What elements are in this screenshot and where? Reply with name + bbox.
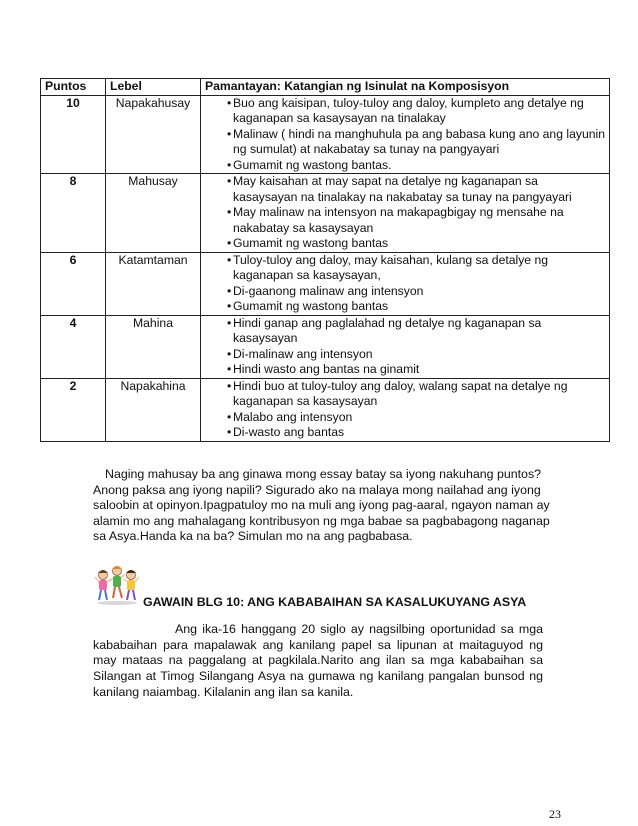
row-criteria bbox=[201, 315, 610, 378]
header-criteria: Pamantayan: Katangian ng Isinulat na Komposisyon bbox=[201, 79, 610, 96]
row-level: Mahusay bbox=[106, 174, 201, 253]
rubric-row bbox=[41, 174, 610, 253]
bullet-icon: • bbox=[227, 346, 232, 361]
criteria-item bbox=[205, 299, 605, 315]
row-criteria bbox=[201, 378, 610, 441]
row-criteria bbox=[201, 252, 610, 315]
bullet-icon: • bbox=[227, 299, 232, 313]
activity-title: GAWAIN BLG 10: ANG KABABAIHAN SA KASALUKUYANG ASYA bbox=[143, 595, 527, 609]
row-points: 6 bbox=[41, 252, 106, 315]
children-clipart-icon bbox=[94, 562, 140, 606]
bullet-icon: • bbox=[227, 126, 232, 141]
criteria-text: May kaisahan at may sapat na detalye ng kaganapan sa kasaysayan na tinalakay na nakabatay sa tunay na pangyayari bbox=[233, 174, 572, 204]
row-points: 4 bbox=[41, 315, 106, 378]
criteria-text: Tuloy-tuloy ang daloy, may kaisahan, kulang sa detalye ng kaganapan sa kasaysayan, bbox=[233, 252, 549, 282]
criteria-list bbox=[205, 316, 605, 378]
criteria-item bbox=[205, 425, 605, 441]
criteria-text: Di-wasto ang bantas bbox=[233, 425, 345, 439]
intro-paragraph bbox=[93, 467, 563, 545]
bullet-icon: • bbox=[227, 252, 232, 267]
rubric-table bbox=[40, 78, 610, 442]
criteria-text: May malinaw na intensyon na makapagbigay ng mensahe na nakabatay sa kasaysayan bbox=[233, 205, 564, 235]
criteria-text: Hindi buo at tuloy-tuloy ang daloy, walang sapat na detalye ng kaganapan sa kasaysayan bbox=[233, 378, 568, 408]
criteria-text: Hindi ganap ang paglalahad ng detalye ng kaganapan sa kasaysayan bbox=[233, 315, 542, 345]
row-points: 10 bbox=[41, 95, 106, 174]
criteria-text: Hindi wasto ang bantas na ginamit bbox=[233, 362, 420, 376]
row-points: 8 bbox=[41, 174, 106, 253]
bullet-icon: • bbox=[227, 425, 232, 439]
row-criteria bbox=[201, 174, 610, 253]
bullet-icon: • bbox=[227, 236, 232, 250]
rubric-row bbox=[41, 252, 610, 315]
criteria-text: Di-gaanong malinaw ang intensyon bbox=[233, 283, 424, 298]
intro-text: Naging mahusay ba ang ginawa mong essay batay sa iyong nakuhang puntos? Anong paksa ang iyong napili? Sigurado ako na malaya mong nailahad ang iyong saloobin at opinyon.Ipagpatuloy mo na muli ang iyong pag-aaral, ngayon naman ay alamin mo ang mahalagang kontribusyon ng mga babae sa pagbabagong naganap sa Asya.Handa ka na ba? Simulan mo na ang pagbabasa. bbox=[93, 467, 550, 544]
row-level: Napakahina bbox=[106, 378, 201, 441]
bullet-icon: • bbox=[227, 378, 232, 393]
criteria-item bbox=[205, 284, 605, 300]
row-level: Mahina bbox=[106, 315, 201, 378]
criteria-item bbox=[205, 236, 605, 252]
criteria-item bbox=[205, 205, 605, 236]
bullet-icon: • bbox=[227, 409, 232, 424]
bullet-icon: • bbox=[227, 315, 232, 330]
bullet-icon: • bbox=[227, 157, 232, 172]
criteria-item bbox=[205, 379, 605, 410]
row-level: Napakahusay bbox=[106, 95, 201, 174]
rubric-body bbox=[41, 95, 610, 441]
criteria-item bbox=[205, 362, 605, 378]
criteria-list bbox=[205, 96, 605, 174]
criteria-list bbox=[205, 379, 605, 441]
activity-body bbox=[93, 622, 543, 701]
criteria-text: Gumamit ng wastong bantas bbox=[233, 299, 389, 313]
rubric-header-row bbox=[41, 79, 610, 96]
criteria-list bbox=[205, 174, 605, 252]
bullet-icon: • bbox=[227, 283, 232, 298]
row-points: 2 bbox=[41, 378, 106, 441]
criteria-item bbox=[205, 253, 605, 284]
criteria-text: Malabo ang intensyon bbox=[233, 409, 353, 424]
page-number: 23 bbox=[549, 807, 561, 821]
criteria-item bbox=[205, 158, 605, 174]
criteria-list bbox=[205, 253, 605, 315]
bullet-icon: • bbox=[227, 95, 232, 110]
rubric-row bbox=[41, 95, 610, 174]
rubric-row bbox=[41, 315, 610, 378]
criteria-text: Gumamit ng wastong bantas. bbox=[233, 157, 392, 172]
criteria-text: Gumamit ng wastong bantas bbox=[233, 236, 389, 250]
activity-body-text: Ang ika-16 hanggang 20 siglo ay nagsilbing oportunidad sa mga kababaihan para mapalawak ang kanilang papel sa lipunan at maitaguyod ng may mataas na paggalang at pagkilala.Narito ang ilan sa mga kababaihan sa Silangan at Timog Silangang Asya na gumawa ng kanilang pangalan bunsod ng kanilang naiambag. Kilalanin ang ilan sa kanila. bbox=[93, 622, 543, 699]
rubric-row bbox=[41, 378, 610, 441]
criteria-item bbox=[205, 127, 605, 158]
header-points: Puntos bbox=[41, 79, 106, 96]
bullet-icon: • bbox=[227, 174, 232, 188]
header-level: Lebel bbox=[106, 79, 201, 96]
criteria-item bbox=[205, 410, 605, 426]
criteria-item bbox=[205, 96, 605, 127]
criteria-text: Buo ang kaisipan, tuloy-tuloy ang daloy, kumpleto ang detalye ng kaganapan sa kasaysayan na tinalakay bbox=[233, 95, 584, 125]
row-level: Katamtaman bbox=[106, 252, 201, 315]
criteria-item bbox=[205, 316, 605, 347]
bullet-icon: • bbox=[227, 362, 232, 376]
bullet-icon: • bbox=[227, 205, 232, 219]
criteria-text: Malinaw ( hindi na manghuhula pa ang babasa kung ano ang layunin ng sumulat) at nakabatay sa tunay na pangyayari bbox=[233, 126, 605, 156]
criteria-item bbox=[205, 347, 605, 363]
criteria-item bbox=[205, 174, 605, 205]
criteria-text: Di-malinaw ang intensyon bbox=[233, 346, 373, 361]
row-criteria bbox=[201, 95, 610, 174]
